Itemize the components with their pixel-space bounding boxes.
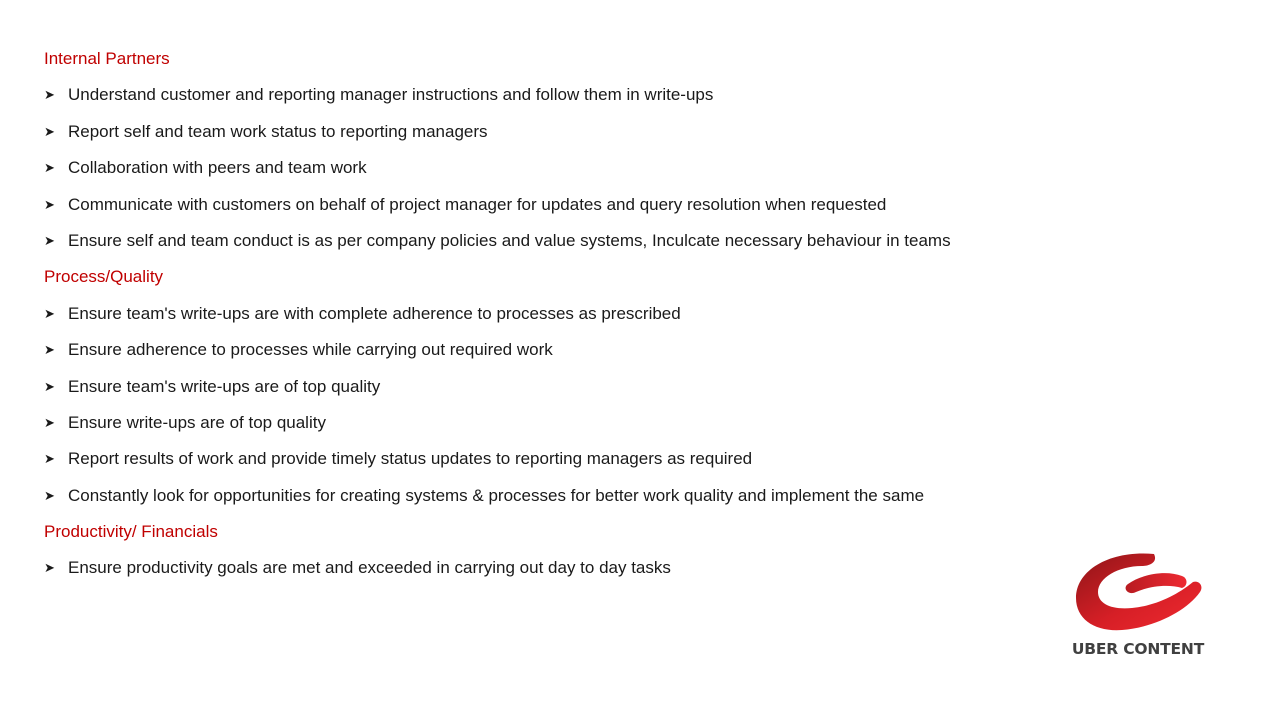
section-heading-process-quality: Process/Quality	[44, 267, 164, 287]
bullet-text: Ensure team's write-ups are with complete adherence to processes as prescribed	[68, 303, 681, 323]
bullet-item	[44, 302, 1174, 338]
bullet-item	[44, 156, 1174, 192]
arrow-bullet-icon: ➤	[44, 196, 55, 212]
arrow-bullet-icon: ➤	[44, 487, 55, 503]
section-heading-productivity-financials: Productivity/ Financials	[44, 522, 218, 542]
bullet-text: Ensure productivity goals are met and exceeded in carrying out day to day tasks	[68, 558, 671, 578]
bullet-item	[44, 484, 1174, 520]
bullet-item	[44, 338, 1174, 374]
arrow-bullet-icon: ➤	[44, 560, 55, 576]
bullet-text: Report self and team work status to reporting managers	[68, 121, 488, 141]
bullet-item	[44, 411, 1174, 447]
bullet-text: Understand customer and reporting manager instructions and follow them in write-ups	[68, 85, 714, 105]
bullet-item	[44, 193, 1174, 229]
bullet-text: Communicate with customers on behalf of project manager for updates and query resolution when requested	[68, 194, 887, 214]
bullet-item	[44, 83, 1174, 119]
arrow-bullet-icon: ➤	[44, 160, 55, 176]
arrow-bullet-icon: ➤	[44, 414, 55, 430]
bullet-text: Collaboration with peers and team work	[68, 158, 367, 178]
bullet-item	[44, 447, 1174, 483]
uber-content-logo-icon	[1070, 548, 1206, 634]
arrow-bullet-icon: ➤	[44, 232, 55, 248]
uber-content-logo	[1058, 548, 1218, 666]
slide-content	[44, 47, 1174, 593]
logo-text: UBER CONTENT	[1071, 640, 1205, 658]
bullet-item	[44, 375, 1174, 411]
bullet-item	[44, 229, 1174, 265]
bullet-item	[44, 120, 1174, 156]
bullet-text: Constantly look for opportunities for creating systems & processes for better work quality and implement the same	[68, 485, 925, 505]
arrow-bullet-icon: ➤	[44, 123, 55, 139]
arrow-bullet-icon: ➤	[44, 451, 55, 467]
bullet-item	[44, 556, 1174, 592]
bullet-text: Report results of work and provide timely status updates to reporting managers as required	[68, 449, 753, 469]
bullet-text: Ensure write-ups are of top quality	[68, 412, 326, 432]
bullet-text: Ensure adherence to processes while carrying out required work	[68, 340, 553, 360]
section-heading-internal-partners: Internal Partners	[44, 49, 170, 68]
arrow-bullet-icon: ➤	[44, 342, 55, 358]
arrow-bullet-icon: ➤	[44, 305, 55, 321]
arrow-bullet-icon: ➤	[44, 87, 55, 103]
arrow-bullet-icon: ➤	[44, 378, 55, 394]
bullet-text: Ensure team's write-ups are of top quality	[68, 376, 381, 396]
bullet-text: Ensure self and team conduct is as per company policies and value systems, Inculcate necessary behaviour in teams	[68, 230, 951, 250]
